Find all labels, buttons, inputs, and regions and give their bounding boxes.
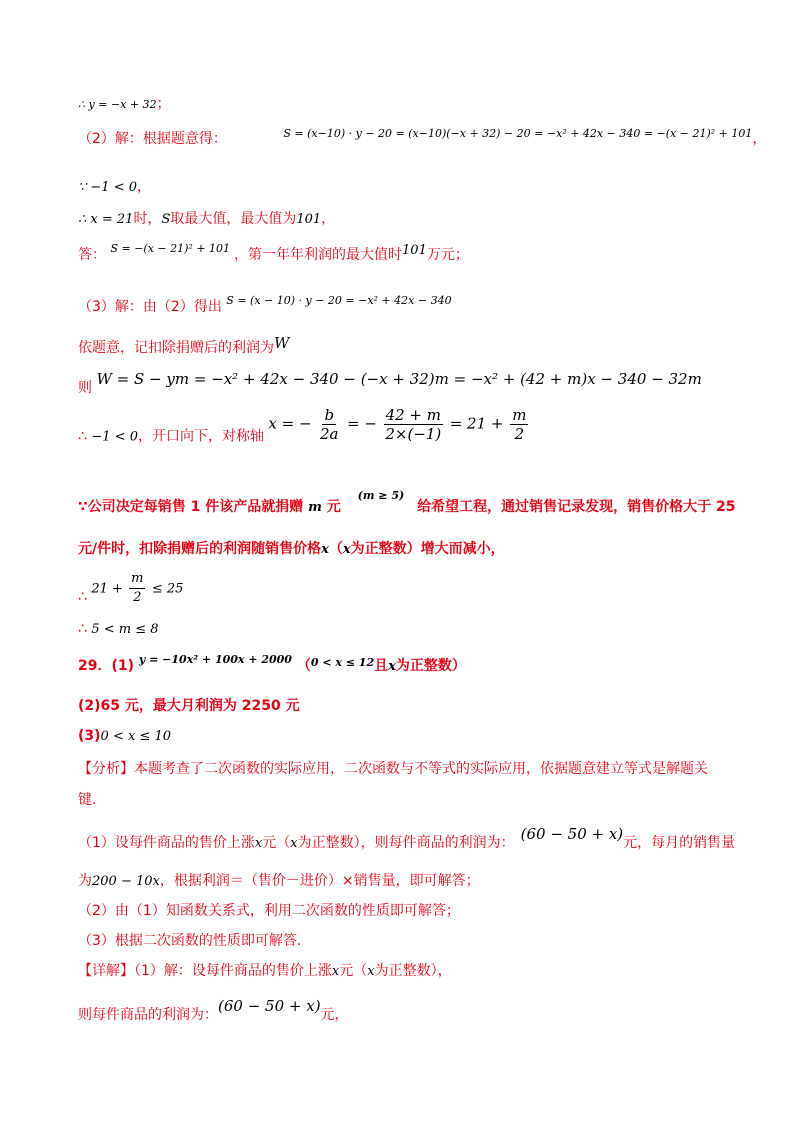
math-y-eq: ∴ y = −x + 32 [78,98,157,111]
text-semicolon: ； [156,96,171,112]
fraction-b-over-2a [318,406,341,443]
line-w-expression [78,370,702,396]
math-y-quadratic: y = −10x² + 100x + 2000 [138,653,292,666]
text-decreasing: 为正整数）增大而减小， [350,541,505,557]
line-analysis-cont [78,791,96,809]
text-hope-project: 给希望工程，通过销售记录发现，销售价格大于 25 [417,499,736,515]
line-define-w [78,334,290,357]
math-s-expansion: S = (x−10) · y − 20 = (x−10)(−x + 32) − 20 = −x² + 42x − 340 = −(x − 21)² + 101 [283,127,753,140]
math-x: x [342,542,351,557]
text-step3: （3）根据二次函数的性质即可解答. [78,933,302,949]
text-profit-label: 则每件商品的利润为： [78,1007,218,1023]
math-x: x [331,964,340,979]
text-and: 且 [374,658,389,674]
label-part2: （2）解：根据题意得： [78,131,227,147]
text-profit-formula: ，根据利润＝（售价－进价）×销售量，即可解答； [159,873,480,889]
line-detail [78,962,452,981]
text-analysis-cont: 键. [78,792,97,808]
line-profit-per-item [78,997,349,1024]
fraction-42m-over-2neg1 [383,406,443,443]
math-x-eq: x = − [268,414,312,433]
line-step1-analysis [78,825,736,853]
text-yuan-paren: 元（ [262,835,291,851]
math-le-25: ≤ 25 [151,581,184,597]
text-positive-integer: 为正整数） [395,658,466,674]
frac-numerator: b [324,406,335,424]
text-paren: （ [296,658,311,674]
math-m-range: 5 < m ≤ 8 [91,622,159,637]
math-x: x [367,964,375,979]
line-step2-analysis [78,902,460,920]
math-profit-expr: (60 − 50 + x) [520,825,624,843]
text-wan-yuan: 万元； [426,247,469,263]
math-101: 101 [296,212,322,227]
text-positive-integer: 为正整数）， [374,963,452,979]
math-x-domain: 0 < x ≤ 12 [310,656,375,669]
text-detail: 【详解】（1）解：设每件商品的售价上涨 [78,963,332,979]
frac-denominator: 2 [514,425,525,443]
line-part3-solution [78,294,452,317]
fraction-m-over-2 [510,406,528,443]
math-since: ∵ −1 < 0 [78,180,137,195]
text-max: 取最大值，最大值为 [170,211,297,227]
math-sales-volume: 200 − 10x [92,874,160,889]
text-analysis: 【分析】本题考查了二次函数的实际应用，二次函数与不等式的实际应用，依据题意建立等式是解题关 [78,761,708,777]
math-negative: −1 < 0 [91,429,138,445]
math-x: x [388,659,396,674]
math-101: 101 [402,243,427,258]
text-comma: ， [321,211,336,227]
label-answer: 答： [78,247,106,263]
text-when: 时， [133,211,162,227]
math-eq-minus: = − [346,414,377,433]
text-comma: ， [137,179,151,195]
line-decreasing-profit [78,540,505,559]
axis-formula [268,406,530,443]
text-wei: 为 [78,873,92,889]
math-x-eq-21: ∴ x = 21 [78,212,134,227]
math-m: m [308,500,322,515]
math-w: W [274,334,290,352]
frac-numerator: 42 + m [385,406,441,424]
math-s-vertex-form: S = −(x − 21)² + 101 [110,242,231,255]
frac-numerator: m [512,406,527,424]
text-paren: （ [328,541,343,557]
label-therefore: ∴ [78,428,87,445]
math-21-plus: 21 + [91,581,128,597]
text-q29-part2-answer: (2)65 元，最大月利润为 2250 元 [78,698,300,714]
line-y-expression [78,95,171,114]
text-monthly-sales: 元，每月的销售量 [623,835,736,851]
text-yuan: 元 [326,499,341,515]
text-donation: ∵公司决定每销售 1 件该产品就捐赠 [78,499,304,515]
line-m-range [78,620,159,639]
math-w-expansion: W = S − ym = −x² + 42x − 340 − (−x + 32)m = −x² + (42 + m)x − 340 − 32m [96,370,702,388]
line-analysis [78,760,708,778]
text-step1: （1）设每件商品的售价上涨 [78,835,255,851]
text-price-per-item: 元/件时，扣除捐赠后的利润随销售价格 [78,541,322,557]
math-x: x [290,836,298,851]
frac-denominator: 2a [320,425,339,443]
frac-denominator: 2 [133,590,142,605]
label-then: 则 [78,380,92,396]
label-part3: （3）解：由（2）得出 [78,299,222,315]
line-axis-of-symmetry [78,406,530,455]
text-define-w: 依题意，记扣除捐赠后的利润为 [78,340,274,356]
math-x: x [254,836,263,851]
text-comma: ， [752,131,767,147]
line-answer [78,242,469,265]
line-max-value [78,210,335,229]
text-annual-profit: ，第一年年利润的最大值时 [234,247,403,263]
text-yuan-comma: 元， [320,1007,349,1023]
text-opens-down: ，开口向下，对称轴 [137,428,264,445]
math-s: S [161,212,171,227]
math-x: x [321,542,329,557]
math-profit-expr: (60 − 50 + x) [218,997,321,1015]
fraction-m-over-2 [129,570,145,607]
text-step2: （2）由（1）知函数关系式，利用二次函数的性质即可解答； [78,903,460,919]
line-since-negative [78,178,151,197]
frac-numerator: m [129,570,145,589]
line-q29-part3 [78,727,171,746]
label-q29-part1: 29．(1) [78,658,135,674]
label-q29-part3: (3) [78,728,101,744]
math-eq-21-plus: = 21 + [449,414,509,433]
line-inequality [78,570,183,607]
label-therefore: ∴ [78,621,87,637]
line-q29-part2 [78,697,300,715]
line-sales-volume [78,872,480,891]
text-profit-per-item: 为正整数），则每件商品的利润为： [297,835,515,851]
math-m-ge-5: (m ≥ 5) [357,489,405,502]
math-x-range: 0 < x ≤ 10 [100,729,172,744]
frac-denominator: 2×(−1) [385,425,442,443]
line-step3-analysis [78,932,301,950]
label-therefore: ∴ [78,588,87,605]
line-q29-part1 [78,653,466,676]
math-s-expression: S = (x − 10) · y − 20 = −x² + 42x − 340 [226,294,452,307]
line-part2-solution [78,127,767,149]
text-yuan-paren: 元（ [339,963,368,979]
